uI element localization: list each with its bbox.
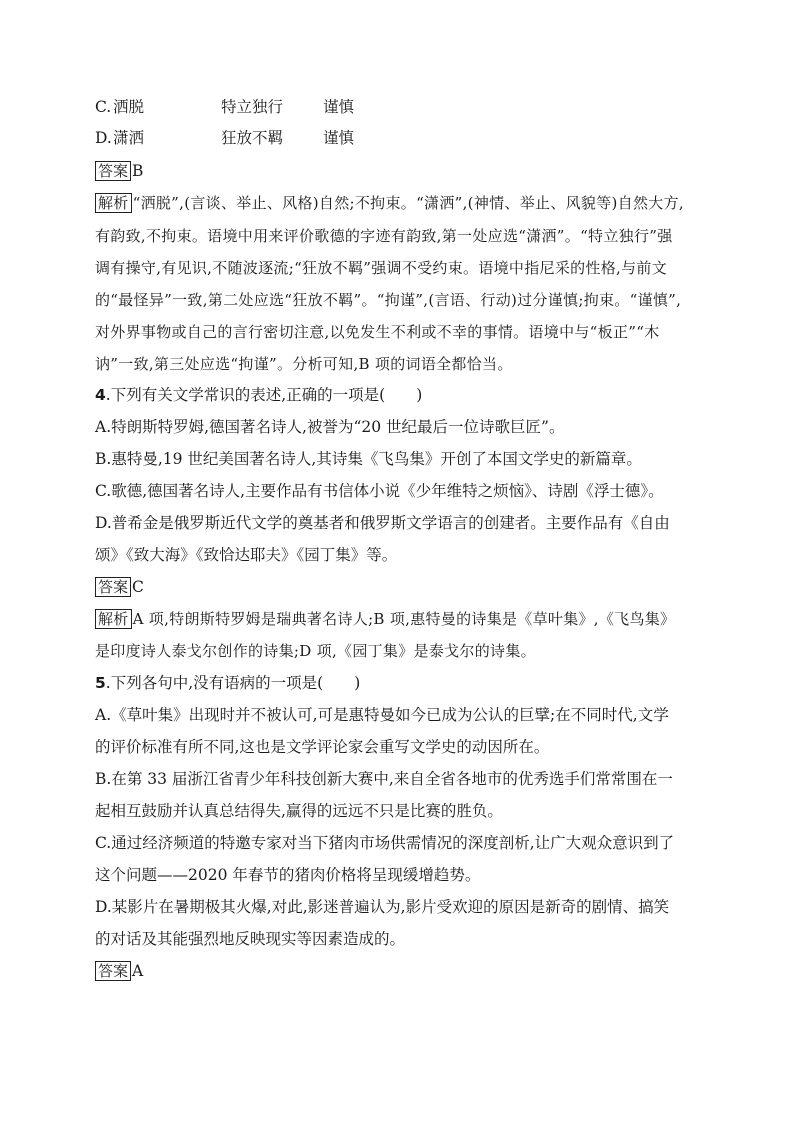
- q5-option-c: C.通过经济频道的特邀专家对当下猪肉市场供需情况的深度剖析,让广大观众意识到了: [95, 834, 675, 852]
- q4-option-a: A.特朗斯特罗姆,德国著名诗人,被誉为“20 世纪最后一位诗歌巨匠”。: [95, 418, 565, 436]
- question-number: 4: [95, 386, 106, 404]
- question-number: 5: [95, 674, 106, 692]
- q4-stem: 4.下列有关文学常识的表述,正确的一项是( ): [95, 386, 423, 404]
- q5-option-d: D.某影片在暑期极其火爆,对此,影迷普遍认为,影片受欢迎的原因是新奇的剧情、搞笑: [95, 898, 670, 916]
- q3-analysis-line: 有韵致,不拘束。语境中用来评价歌德的字迹有韵致,第一处应选“潇洒”。“特立独行”强: [95, 227, 673, 245]
- q5-option-b-cont: 起相互鼓励并认真总结得失,赢得的远远不只是比赛的胜负。: [95, 802, 503, 820]
- q3-analysis-line: 对外界事物或自己的言行密切注意,以免发生不利或不幸的事情。语境中与“板正”“木: [95, 323, 660, 341]
- answer-tag: 答案: [95, 577, 131, 597]
- q5-option-a: A.《草叶集》出现时并不被认可,可是惠特曼如今已成为公认的巨擘;在不同时代,文学: [95, 706, 669, 724]
- q4-analysis-line: 是印度诗人泰戈尔创作的诗集;D 项,《园丁集》是泰戈尔的诗集。: [95, 642, 536, 660]
- option-letter: C.: [95, 98, 112, 116]
- analysis-tag: 解析: [95, 193, 132, 213]
- q4-answer: [95, 577, 144, 597]
- q5-option-d-cont: 的对话及其能强烈地反映现实等因素造成的。: [95, 930, 406, 948]
- option-word-2: 狂放不羁: [221, 129, 284, 147]
- q5-option-b: B.在第 33 届浙江省青少年科技创新大赛中,来自全省各地市的优秀选手们常常围在一: [95, 770, 673, 788]
- q5-option-c-cont: 这个问题——2020 年春节的猪肉价格将呈现缓增趋势。: [95, 866, 481, 884]
- answer-tag: 答案: [95, 161, 131, 181]
- q4-option-b: B.惠特曼,19 世纪美国著名诗人,其诗集《飞鸟集》开创了本国文学史的新篇章。: [95, 450, 642, 468]
- q4-analysis-line: 解析 A 项,特朗斯特罗姆是瑞典著名诗人;B 项,惠特曼的诗集是《草叶集》,《飞鸟集》: [95, 609, 675, 629]
- q3-analysis-line: 的“最怪异”一致,第二处应选“狂放不羁”。“拘谨”,(言语、行动)过分谨慎;拘束。“谨慎”,: [95, 291, 682, 309]
- option-word-2: 特立独行: [221, 98, 284, 116]
- option-word-3: 谨慎: [323, 98, 355, 116]
- q3-analysis-line: 讷”一致,第三处应选“拘谨”。分析可知,B 项的词语全都恰当。: [95, 355, 513, 373]
- q3-analysis-line: 调有操守,有见识,不随波逐流;“狂放不羁”强调不受约束。语境中指尼采的性格,与前文: [95, 259, 667, 277]
- option-word-1: 潇洒: [113, 129, 145, 147]
- q4-option-d-cont: 颂》《致大海》《致恰达耶夫》《园丁集》等。: [95, 546, 398, 564]
- answer-tag: 答案: [95, 961, 131, 981]
- answer-value: C: [132, 578, 144, 596]
- analysis-tag: 解析: [95, 609, 132, 629]
- q4-option-c: C.歌德,德国著名诗人,主要作品有书信体小说《少年维特之烦恼》、诗剧《浮士德》。: [95, 482, 664, 500]
- q5-option-a-cont: 的评价标准有所不同,这也是文学评论家会重写文学史的动因所在。: [95, 738, 550, 756]
- answer-value: B: [132, 162, 144, 180]
- answer-value: A: [132, 962, 144, 980]
- q3-analysis-line: 解析 “洒脱”,(言谈、举止、风格)自然;不拘束。“潇洒”,(神情、举止、风貌等)自然大方,: [95, 193, 684, 213]
- q5-stem: 5.下列各句中,没有语病的一项是( ): [95, 674, 361, 692]
- option-letter: D.: [95, 129, 112, 147]
- option-word-3: 谨慎: [323, 129, 355, 147]
- q5-answer: [95, 961, 143, 981]
- q4-option-d: D.普希金是俄罗斯近代文学的奠基者和俄罗斯文学语言的创建者。主要作品有《自由: [95, 514, 670, 532]
- q3-answer: [95, 161, 143, 181]
- option-word-1: 洒脱: [113, 98, 145, 116]
